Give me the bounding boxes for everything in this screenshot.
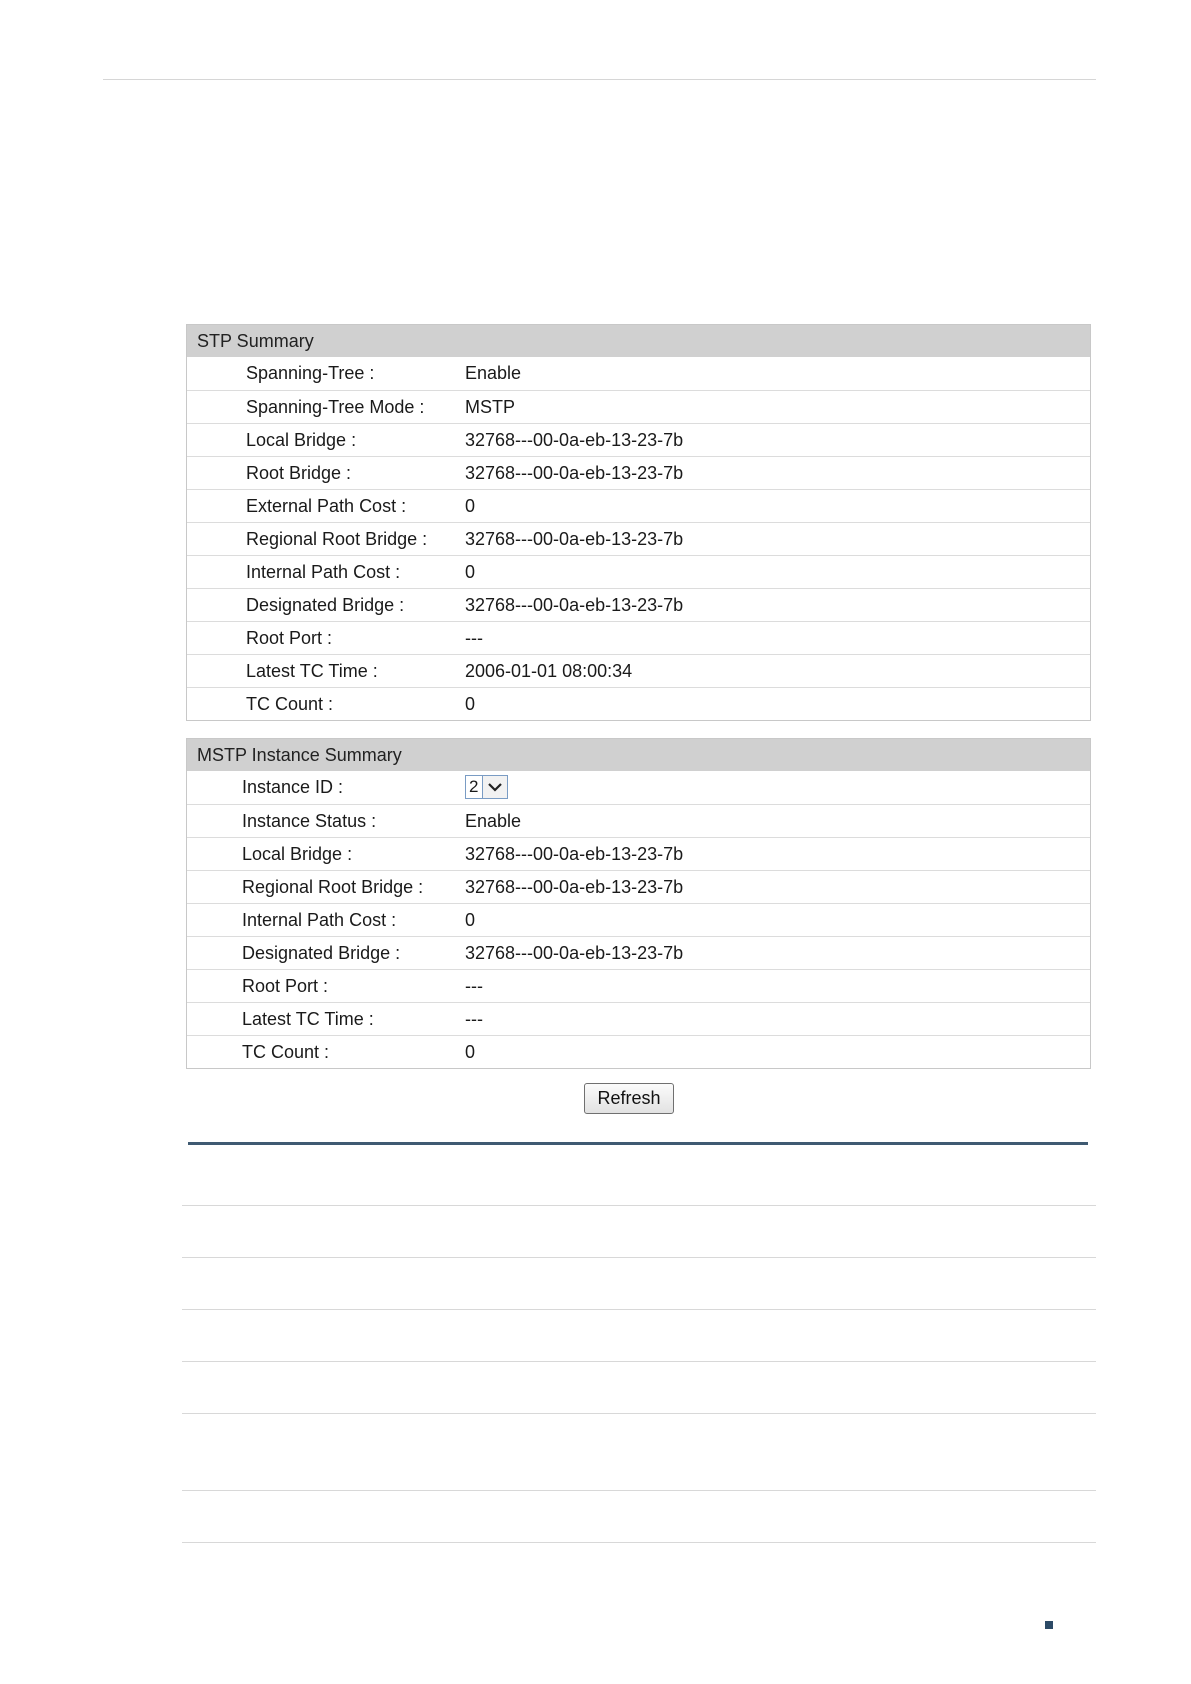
row-label: Spanning-Tree : xyxy=(246,363,375,383)
table-row xyxy=(187,804,1090,837)
table-row xyxy=(187,621,1090,654)
row-label: Regional Root Bridge : xyxy=(242,877,424,897)
table-row xyxy=(187,837,1090,870)
row-value: MSTP xyxy=(465,397,516,417)
row-value: --- xyxy=(465,976,483,996)
chevron-down-icon[interactable] xyxy=(482,776,507,798)
row-value: 32768---00-0a-eb-13-23-7b xyxy=(465,430,684,450)
instance-id-label: Instance ID : xyxy=(242,777,344,797)
row-value: 0 xyxy=(465,562,476,582)
row-label: Root Port : xyxy=(242,976,329,996)
row-label: TC Count : xyxy=(242,1042,330,1062)
row-label: Root Port : xyxy=(246,628,333,648)
row-value: 2006-01-01 08:00:34 xyxy=(465,661,633,681)
table-rule xyxy=(182,1542,1096,1543)
table-rule xyxy=(182,1361,1096,1362)
row-value: 0 xyxy=(465,910,476,930)
row-label: External Path Cost : xyxy=(246,496,407,516)
row-label: TC Count : xyxy=(246,694,334,714)
table-row xyxy=(187,555,1090,588)
row-label: Local Bridge : xyxy=(242,844,353,864)
table-row xyxy=(187,1002,1090,1035)
table-row xyxy=(187,390,1090,423)
table-rule xyxy=(182,1205,1096,1206)
row-value: Enable xyxy=(465,363,522,383)
mstp-summary-title: MSTP Instance Summary xyxy=(187,739,1090,771)
table-row xyxy=(187,654,1090,687)
row-value: 0 xyxy=(465,496,476,516)
row-label: Internal Path Cost : xyxy=(242,910,397,930)
table-row xyxy=(187,522,1090,555)
row-label: Instance Status : xyxy=(242,811,377,831)
row-label: Internal Path Cost : xyxy=(246,562,401,582)
instance-id-selected-value: 2 xyxy=(469,777,479,796)
row-label: Latest TC Time : xyxy=(242,1009,374,1029)
row-value: 32768---00-0a-eb-13-23-7b xyxy=(465,844,684,864)
table-row xyxy=(187,456,1090,489)
stp-summary-panel xyxy=(186,324,1091,721)
row-value: 0 xyxy=(465,1042,476,1062)
row-value: 32768---00-0a-eb-13-23-7b xyxy=(465,529,684,549)
table-row xyxy=(187,1035,1090,1068)
page-marker xyxy=(1045,1621,1053,1629)
row-value: Enable xyxy=(465,811,522,831)
refresh-button[interactable]: Refresh xyxy=(584,1083,674,1114)
table-row xyxy=(187,936,1090,969)
row-value: 32768---00-0a-eb-13-23-7b xyxy=(465,943,684,963)
row-label: Local Bridge : xyxy=(246,430,357,450)
table-row xyxy=(187,903,1090,936)
row-label: Designated Bridge : xyxy=(246,595,405,615)
row-value: 32768---00-0a-eb-13-23-7b xyxy=(465,595,684,615)
table-row xyxy=(187,687,1090,720)
table-row xyxy=(187,489,1090,522)
section-divider xyxy=(188,1142,1088,1145)
row-label: Designated Bridge : xyxy=(242,943,401,963)
row-value: 32768---00-0a-eb-13-23-7b xyxy=(465,877,684,897)
table-row xyxy=(187,357,1090,390)
row-label: Regional Root Bridge : xyxy=(246,529,428,549)
table-row xyxy=(187,423,1090,456)
table-rule xyxy=(182,1413,1096,1414)
stp-summary-title: STP Summary xyxy=(187,325,1090,357)
row-value: --- xyxy=(465,628,483,648)
row-value: 0 xyxy=(465,694,476,714)
instance-id-row xyxy=(187,771,1090,804)
mstp-instance-summary-panel xyxy=(186,738,1091,1069)
header-rule xyxy=(103,79,1096,80)
row-label: Spanning-Tree Mode : xyxy=(246,397,425,417)
table-rule xyxy=(182,1257,1096,1258)
table-row xyxy=(187,969,1090,1002)
instance-id-select[interactable] xyxy=(465,775,508,799)
row-label: Latest TC Time : xyxy=(246,661,378,681)
table-rule xyxy=(182,1490,1096,1491)
table-row xyxy=(187,588,1090,621)
row-label: Root Bridge : xyxy=(246,463,352,483)
table-rule xyxy=(182,1309,1096,1310)
table-row xyxy=(187,870,1090,903)
row-value: 32768---00-0a-eb-13-23-7b xyxy=(465,463,684,483)
row-value: --- xyxy=(465,1009,483,1029)
